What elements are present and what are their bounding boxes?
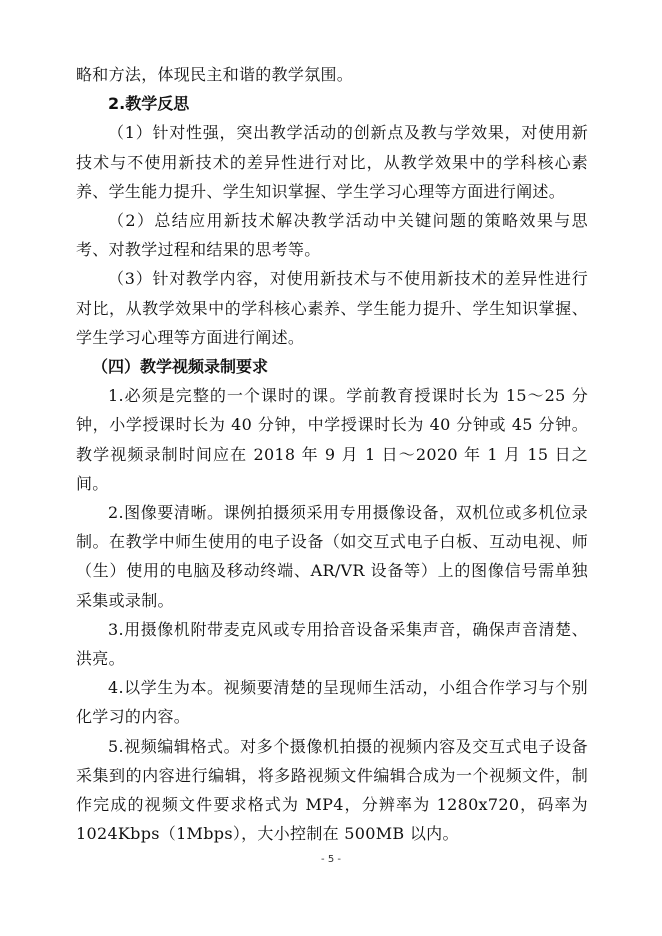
paragraph-reflection-2: （2）总结应用新技术解决教学活动中关键问题的策略效果与思考、对教学过程和结果的思考等。 xyxy=(76,211,588,260)
paragraph-requirement-2: 2.图像要清晰。课例拍摄须采用专用摄像设备，双机位或多机位录制。在教学中师生使用的电子设备（如交互式电子白板、互动电视、师（生）使用的电脑及移动终端、AR/VR 设备等）上的图像信号需单独采集或录制。 xyxy=(76,503,588,610)
section-heading-teaching-reflection: 2.教学反思 xyxy=(108,94,190,114)
section-heading-video-requirements: （四）教学视频录制要求 xyxy=(92,357,269,377)
paragraph-reflection-1: （1）针对性强，突出教学活动的创新点及教与学效果，对使用新技术与不使用新技术的差异性进行对比，从教学效果中的学科核心素养、学生能力提升、学生知识掌握、学生学习心理等方面进行阐述。 xyxy=(76,123,588,201)
paragraph-requirement-1: 1.必须是完整的一个课时的课。学前教育授课时长为 15～25 分钟，小学授课时长为 40 分钟，中学授课时长为 40 分钟或 45 分钟。教学视频录制时间应在 2018 年 9 月 1 日～2020 年 1 月 15 日之间。 xyxy=(76,386,588,493)
paragraph-continuation: 略和方法，体现民主和谐的教学氛围。 xyxy=(76,65,354,84)
document-body xyxy=(76,60,588,848)
paragraph-requirement-4: 4.以学生为本。视频要清楚的呈现师生活动，小组合作学习与个别化学习的内容。 xyxy=(76,678,588,727)
paragraph-requirement-5: 5.视频编辑格式。对多个摄像机拍摄的视频内容及交互式电子设备采集到的内容进行编辑，将多路视频文件编辑合成为一个视频文件，制作完成的视频文件要求格式为 MP4，分辨率为 1280x720，码率为 1024Kbps（1Mbps），大小控制在 500MB 以内。 xyxy=(76,736,588,844)
paragraph-reflection-3: （3）针对教学内容，对使用新技术与不使用新技术的差异性进行对比，从教学效果中的学科核心素养、学生能力提升、学生知识掌握、学生学习心理等方面进行阐述。 xyxy=(76,269,588,347)
paragraph-requirement-3: 3.用摄像机附带麦克风或专用拾音设备采集声音，确保声音清楚、洪亮。 xyxy=(76,619,588,669)
page-number: - 5 - xyxy=(321,854,341,865)
